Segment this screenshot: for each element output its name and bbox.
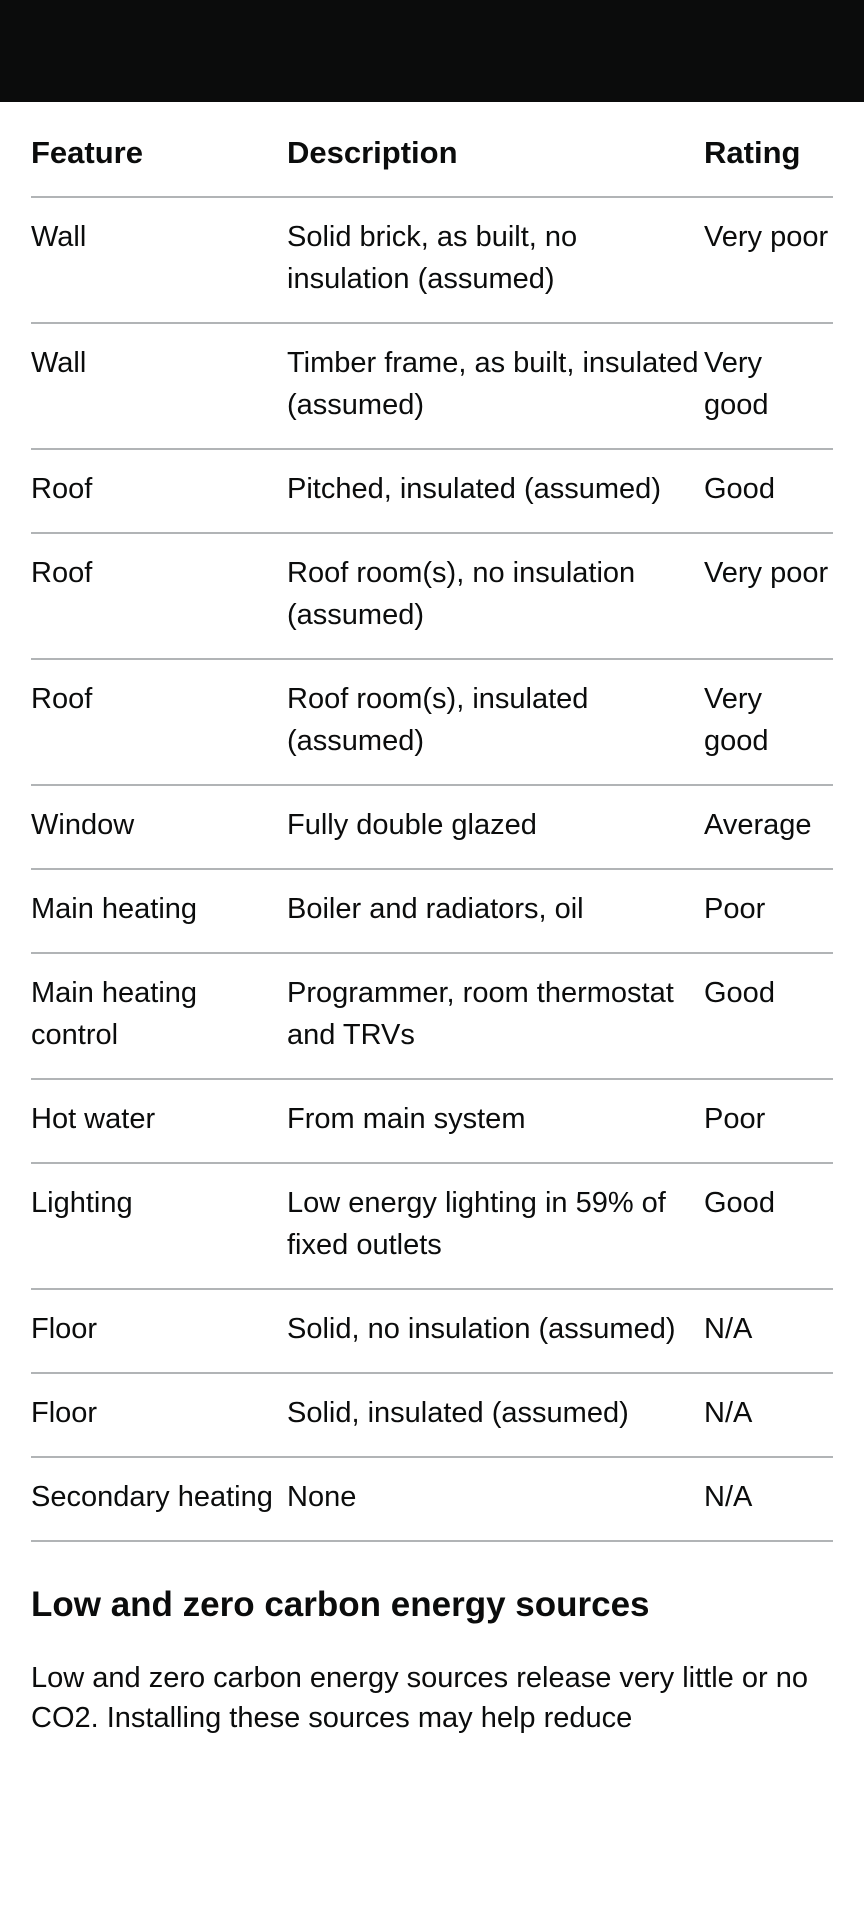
- cell-description: Low energy lighting in 59% of fixed outlets: [287, 1163, 704, 1289]
- cell-description: Solid, no insulation (assumed): [287, 1289, 704, 1373]
- cell-feature: Hot water: [31, 1079, 287, 1163]
- cell-description: Boiler and radiators, oil: [287, 869, 704, 953]
- cell-feature: Floor: [31, 1373, 287, 1457]
- section-heading: Low and zero carbon energy sources: [31, 1585, 650, 1624]
- main-content: [0, 102, 864, 1738]
- cell-rating: Poor: [704, 869, 833, 953]
- cell-description: Roof room(s), insulated (assumed): [287, 659, 704, 785]
- column-header-rating: Rating: [704, 102, 833, 197]
- table-row: [31, 1079, 833, 1163]
- cell-feature: Secondary heating: [31, 1457, 287, 1541]
- table-row: [31, 449, 833, 533]
- table-row: [31, 953, 833, 1079]
- cell-rating: Very poor: [704, 197, 833, 323]
- cell-feature: Wall: [31, 197, 287, 323]
- cell-feature: Main heating: [31, 869, 287, 953]
- section-body-text: Low and zero carbon energy sources release very little or no CO2. Installing these sources may help reduce: [31, 1662, 808, 1734]
- cell-rating: Very good: [704, 323, 833, 449]
- cell-rating: Very poor: [704, 533, 833, 659]
- header-bar: [0, 0, 864, 102]
- table-row: [31, 1373, 833, 1457]
- cell-description: None: [287, 1457, 704, 1541]
- cell-rating: Average: [704, 785, 833, 869]
- table-row: [31, 323, 833, 449]
- cell-description: Programmer, room thermostat and TRVs: [287, 953, 704, 1079]
- cell-feature: Roof: [31, 449, 287, 533]
- cell-description: Solid, insulated (assumed): [287, 1373, 704, 1457]
- column-header-description: Description: [287, 102, 704, 197]
- cell-description: Timber frame, as built, insulated (assumed): [287, 323, 704, 449]
- cell-rating: N/A: [704, 1289, 833, 1373]
- cell-feature: Wall: [31, 323, 287, 449]
- cell-feature: Window: [31, 785, 287, 869]
- cell-feature: Roof: [31, 533, 287, 659]
- cell-rating: Good: [704, 1163, 833, 1289]
- cell-rating: N/A: [704, 1457, 833, 1541]
- column-header-feature: Feature: [31, 102, 287, 197]
- table-row: [31, 1457, 833, 1541]
- cell-description: Pitched, insulated (assumed): [287, 449, 704, 533]
- table-row: [31, 1163, 833, 1289]
- cell-rating: Good: [704, 449, 833, 533]
- cell-rating: N/A: [704, 1373, 833, 1457]
- table-header-row: [31, 102, 833, 197]
- table-row: [31, 785, 833, 869]
- table-row: [31, 533, 833, 659]
- table-row: [31, 1289, 833, 1373]
- cell-rating: Poor: [704, 1079, 833, 1163]
- cell-description: Fully double glazed: [287, 785, 704, 869]
- cell-description: Roof room(s), no insulation (assumed): [287, 533, 704, 659]
- cell-rating: Very good: [704, 659, 833, 785]
- cell-feature: Lighting: [31, 1163, 287, 1289]
- features-table: [31, 102, 833, 1542]
- cell-description: Solid brick, as built, no insulation (assumed): [287, 197, 704, 323]
- table-row: [31, 197, 833, 323]
- cell-feature: Floor: [31, 1289, 287, 1373]
- cell-feature: Roof: [31, 659, 287, 785]
- cell-description: From main system: [287, 1079, 704, 1163]
- table-row: [31, 869, 833, 953]
- cell-feature: Main heating control: [31, 953, 287, 1079]
- table-row: [31, 659, 833, 785]
- table-body: [31, 197, 833, 1541]
- cell-rating: Good: [704, 953, 833, 1079]
